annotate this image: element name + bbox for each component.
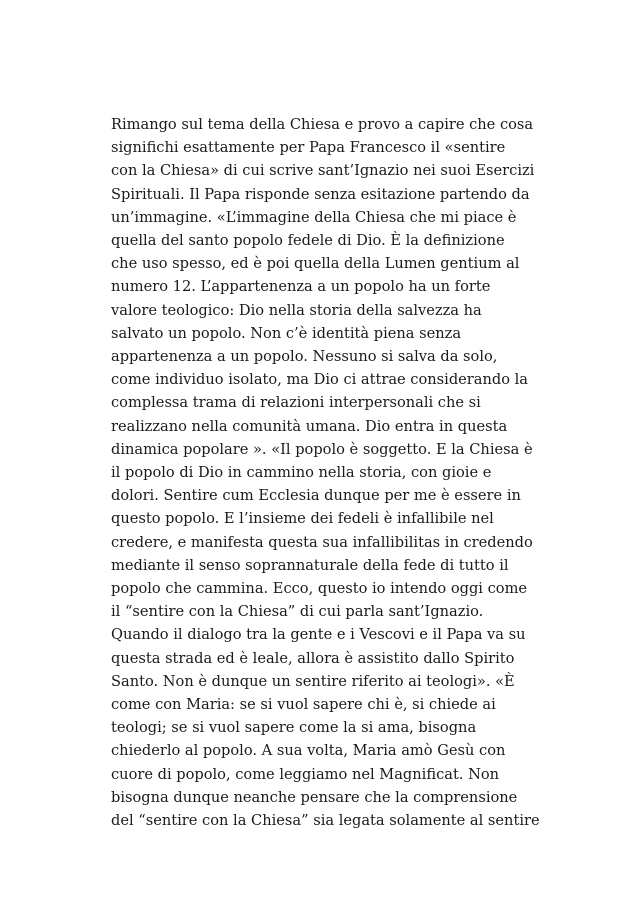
text-line: popolo che cammina. Ecco, questo io intendo oggi come [111, 580, 528, 598]
text-line: dolori. Sentire cum Ecclesia dunque per me è essere in [111, 487, 521, 505]
text-line: realizzano nella comunità umana. Dio entra in questa [111, 417, 508, 435]
text-line: Quando il dialogo tra la gente e i Vescovi e il Papa va su [111, 626, 526, 644]
text-line: Rimango sul tema della Chiesa e provo a capire che cosa [111, 116, 534, 133]
text-line: Spirituali. Il Papa risponde senza esitazione partendo da [111, 185, 530, 203]
text-line: dinamica popolare ». «Il popolo è soggetto. E la Chiesa è [111, 440, 533, 458]
text-line: quella del santo popolo fedele di Dio. È la definizione [111, 232, 505, 250]
text-line: questo popolo. E l’insieme dei fedeli è infallibile nel [111, 510, 494, 528]
text-line: come con Maria: se si vuol sapere chi è, si chiede ai [111, 696, 496, 714]
text-line: come individuo isolato, ma Dio ci attrae considerando la [111, 371, 529, 389]
text-line: Santo. Non è dunque un sentire riferito ai teologi». «È [111, 672, 515, 690]
text-line: numero 12. L’appartenenza a un popolo ha un forte [111, 278, 491, 296]
text-line: questa strada ed è leale, allora è assistito dallo Spirito [111, 649, 515, 667]
text-line: bisogna dunque neanche pensare che la comprensione [111, 788, 518, 806]
text-line: valore teologico: Dio nella storia della salvezza ha [111, 301, 482, 319]
text-line: complessa trama di relazioni interpersonali che si [111, 394, 481, 412]
text-line: appartenenza a un popolo. Nessuno si salva da solo, [111, 348, 498, 366]
text-line: il “sentire con la Chiesa” di cui parla sant’Ignazio. [111, 603, 484, 621]
text-line: mediante il senso soprannaturale della fede di tutto il [111, 556, 509, 574]
body-text [111, 113, 541, 832]
text-line: con la Chiesa» di cui scrive sant’Ignazio nei suoi Esercizi [111, 162, 535, 180]
text-line: che uso spesso, ed è poi quella della Lumen gentium al [111, 255, 520, 273]
text-line: credere, e manifesta questa sua infallibilitas in credendo [111, 533, 533, 551]
text-line: teologi; se si vuol sapere come la si ama, bisogna [111, 719, 477, 737]
text-line: un’immagine. «L’immagine della Chiesa che mi piace è [111, 208, 517, 226]
text-line: del “sentire con la Chiesa” sia legata solamente al sentire [111, 812, 540, 830]
text-line: chiederlo al popolo. A sua volta, Maria amò Gesù con [111, 742, 506, 760]
text-line: significhi esattamente per Papa Francesco il «sentire [111, 139, 506, 157]
text-line: il popolo di Dio in cammino nella storia, con gioie e [111, 464, 492, 482]
text-line: salvato un popolo. Non c’è identità piena senza [111, 324, 462, 342]
text-line: cuore di popolo, come leggiamo nel Magnificat. Non [111, 765, 500, 783]
